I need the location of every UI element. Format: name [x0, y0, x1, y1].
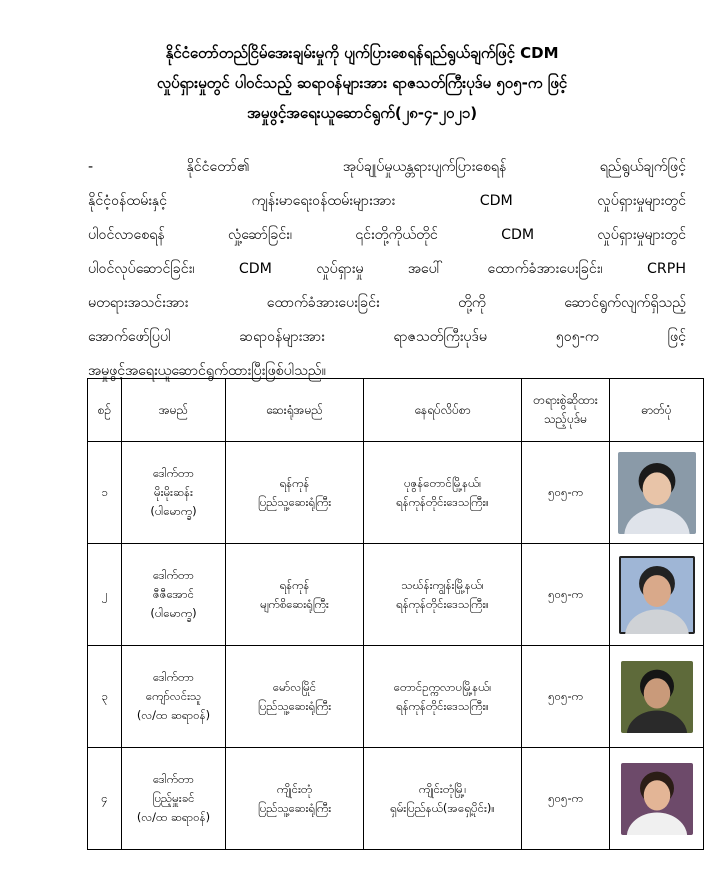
cell-name-line: ဒေါက်တာ [153, 670, 194, 684]
table-header-row [88, 379, 704, 442]
header-name: အမည် [122, 379, 226, 442]
cell-hospital-line: ပြည်သူ့ဆေးရုံကြီး [257, 698, 332, 713]
cell-address [364, 544, 522, 646]
paragraph-word: ၅၀၅-က [555, 329, 599, 345]
paragraph-word: ရာဇသတ်ကြီးပုဒ်မ [393, 329, 487, 345]
paragraph-word: ထောက်ခံအားပေးခြင်း [266, 295, 380, 311]
paragraph-word: CDM [501, 227, 535, 243]
cell-no: ၄ [88, 748, 122, 850]
cell-hospital-line: ကျိုင်းတုံ [276, 781, 313, 796]
cell-address [364, 748, 522, 850]
paragraph-word: ဖြင့် [667, 329, 686, 345]
cell-address-line: ပုဇွန်တောင်မြို့နယ်၊ [403, 475, 482, 490]
paragraph-line [88, 286, 686, 320]
doctor-photo [619, 556, 695, 634]
cell-no: ၃ [88, 646, 122, 748]
paragraph-word: အုပ်ချုပ်မှုယန္တရားပျက်ပြားစေရန် [342, 159, 507, 175]
doctors-table [87, 378, 704, 850]
cell-hospital-line: ရန်ကုန် [279, 577, 310, 592]
paragraph-line [88, 184, 686, 218]
title-line-3: အမှုဖွင့်အရေးယူဆောင်ရွက်(၂၈-၄-၂၀၂၁) [246, 104, 478, 122]
header-no: စဉ် [88, 379, 122, 442]
cell-address-line: ကျိုင်းတုံမြို့၊ [418, 781, 467, 796]
paragraph-word: ဆောင်ရွက်လျက်ရှိသည့် [564, 295, 686, 311]
paragraph-line [88, 150, 686, 184]
cell-photo [610, 544, 704, 646]
cell-no: ၁ [88, 442, 122, 544]
header-section-line-2: သည့်ပုဒ်မ [543, 412, 588, 426]
table-row [88, 748, 704, 850]
header-section-line-1: တရားစွဲဆိုထား [533, 393, 598, 407]
cell-photo [610, 646, 704, 748]
cell-address [364, 646, 522, 748]
cell-name-line: (ပါမောက္ခ) [150, 606, 197, 620]
cell-hospital-line: ပြည်သူ့ဆေးရုံကြီး [257, 800, 332, 815]
paragraph-word: ပါဝင်လုပ်ဆောင်ခြင်း၊ [88, 261, 195, 277]
paragraph-word: CDM [479, 193, 513, 209]
cell-name-line: (လ/ထ ဆရာဝန်) [136, 810, 211, 824]
paragraph-word: နိုင်ငံ့ဝန်ထမ်းနှင့် [88, 193, 168, 209]
paragraph-line [88, 218, 686, 252]
paragraph-word: အပေါ် [407, 261, 444, 277]
paragraph-word: မတရားအသင်းအား [88, 295, 189, 311]
cell-name [122, 748, 226, 850]
cell-hospital [226, 748, 364, 850]
paragraph-word: အောက်ဖော်ပြပါ [88, 329, 171, 345]
doctor-photo [621, 661, 693, 733]
cell-address-line: သဃ်န်းကျွန်းမြို့နယ်၊ [401, 577, 484, 592]
table-row [88, 646, 704, 748]
doctor-photo [618, 452, 696, 534]
paragraph-word: - [88, 159, 94, 175]
cell-name [122, 646, 226, 748]
cell-name-line: မိုးမိုးဆန်း [154, 485, 193, 499]
header-section [522, 379, 610, 442]
title-line-1: နိုင်ငံတော်တည်ငြိမ်အေးချမ်းမှုကို ပျက်ပြားစေရန်ရည်ရွယ်ချက်ဖြင့် CDM [165, 44, 559, 62]
cell-name-line: ပြည့်မှူးခင် [152, 791, 195, 805]
cell-hospital-line: ရန်ကုန် [279, 475, 310, 490]
cell-address [364, 442, 522, 544]
cell-section: ၅၀၅-က [522, 748, 610, 850]
paragraph-word: နိုင်ငံတော်၏ [186, 159, 250, 175]
header-photo: ဓာတ်ပုံ [610, 379, 704, 442]
paragraph-word: ပါဝင်လာစေရန် [88, 227, 165, 243]
table-row [88, 544, 704, 646]
header-address: နေရပ်လိပ်စာ [364, 379, 522, 442]
paragraph-word: ကျန်းမာရေးဝန်ထမ်းများအား [251, 193, 396, 209]
cell-address-line: တောင်ဥက္ကလာပမြို့နယ်၊ [393, 679, 492, 694]
cell-section: ၅၀၅-က [522, 646, 610, 748]
cell-photo [610, 748, 704, 850]
cell-name [122, 544, 226, 646]
paragraph-word: လှုပ်ရှားမှုများတွင် [597, 227, 686, 243]
paragraph-word: CRPH [647, 261, 686, 277]
paragraph-line [88, 252, 686, 286]
paragraph-word: အမှုဖွင့်အရေးယူဆောင်ရွက်ထားပြီးဖြစ်ပါသည်။ [88, 363, 326, 379]
cell-hospital [226, 646, 364, 748]
cell-no: ၂ [88, 544, 122, 646]
cell-name-line: (လ/ထ ဆရာဝန်) [136, 708, 211, 722]
header-hospital: ဆေးရုံအမည် [226, 379, 364, 442]
paragraph-word: CDM [238, 261, 272, 277]
paragraph-word: ၎င်းတို့ကိုယ်တိုင် [355, 227, 438, 243]
cell-section: ၅၀၅-က [522, 442, 610, 544]
cell-name-line: ဒေါက်တာ [153, 568, 194, 582]
cell-name-line: ဇီဇီအောင် [152, 587, 195, 601]
doctor-photo [621, 763, 693, 835]
cell-name-line: ကျော်လင်းသူ [145, 689, 202, 703]
document-title [40, 38, 684, 128]
cell-hospital [226, 544, 364, 646]
cell-name-line: ဒေါက်တာ [153, 772, 194, 786]
cell-address-line: ရှမ်းပြည်နယ်(အရှေ့ပိုင်း)။ [390, 800, 495, 815]
cell-address-line: ရန်ကုန်တိုင်းဒေသကြီး။ [396, 494, 489, 509]
cell-hospital [226, 442, 364, 544]
title-line-2: လှုပ်ရှားမှုတွင် ပါဝင်သည့် ဆရာဝန်များအား ရာဇသတ်ကြီးပုဒ်မ ၅၀၅-က ဖြင့် [156, 74, 568, 92]
cell-address-line: ရန်ကုန်တိုင်းဒေသကြီး။ [396, 698, 489, 713]
table-row [88, 442, 704, 544]
cell-hospital-line: မော်လမြိုင် [272, 679, 317, 694]
cell-hospital-line: မျက်စိဆေးရုံကြီး [260, 596, 329, 611]
paragraph-line [88, 320, 686, 354]
cell-name-line: ဒေါက်တာ [153, 466, 194, 480]
paragraph-word: လှုပ်ရှားမှု [316, 261, 364, 277]
statement-paragraph [88, 150, 686, 388]
cell-section: ၅၀၅-က [522, 544, 610, 646]
cell-photo [610, 442, 704, 544]
paragraph-word: လှုပ်ရှားမှုများတွင် [597, 193, 686, 209]
cell-name-line: (ပါမောက္ခ) [150, 504, 197, 518]
paragraph-word: ထောက်ခံအားပေးခြင်း၊ [487, 261, 603, 277]
paragraph-word: ဆရာဝန်များအား [239, 329, 325, 345]
paragraph-word: လှုံ့ဆော်ခြင်း၊ [227, 227, 293, 243]
paragraph-word: ရည်ရွယ်ချက်ဖြင့် [599, 159, 686, 175]
paragraph-word: တို့ကို [458, 295, 486, 311]
cell-hospital-line: ပြည်သူ့ဆေးရုံကြီး [257, 494, 332, 509]
cell-address-line: ရန်ကုန်တိုင်းဒေသကြီး။ [396, 596, 489, 611]
cell-name [122, 442, 226, 544]
